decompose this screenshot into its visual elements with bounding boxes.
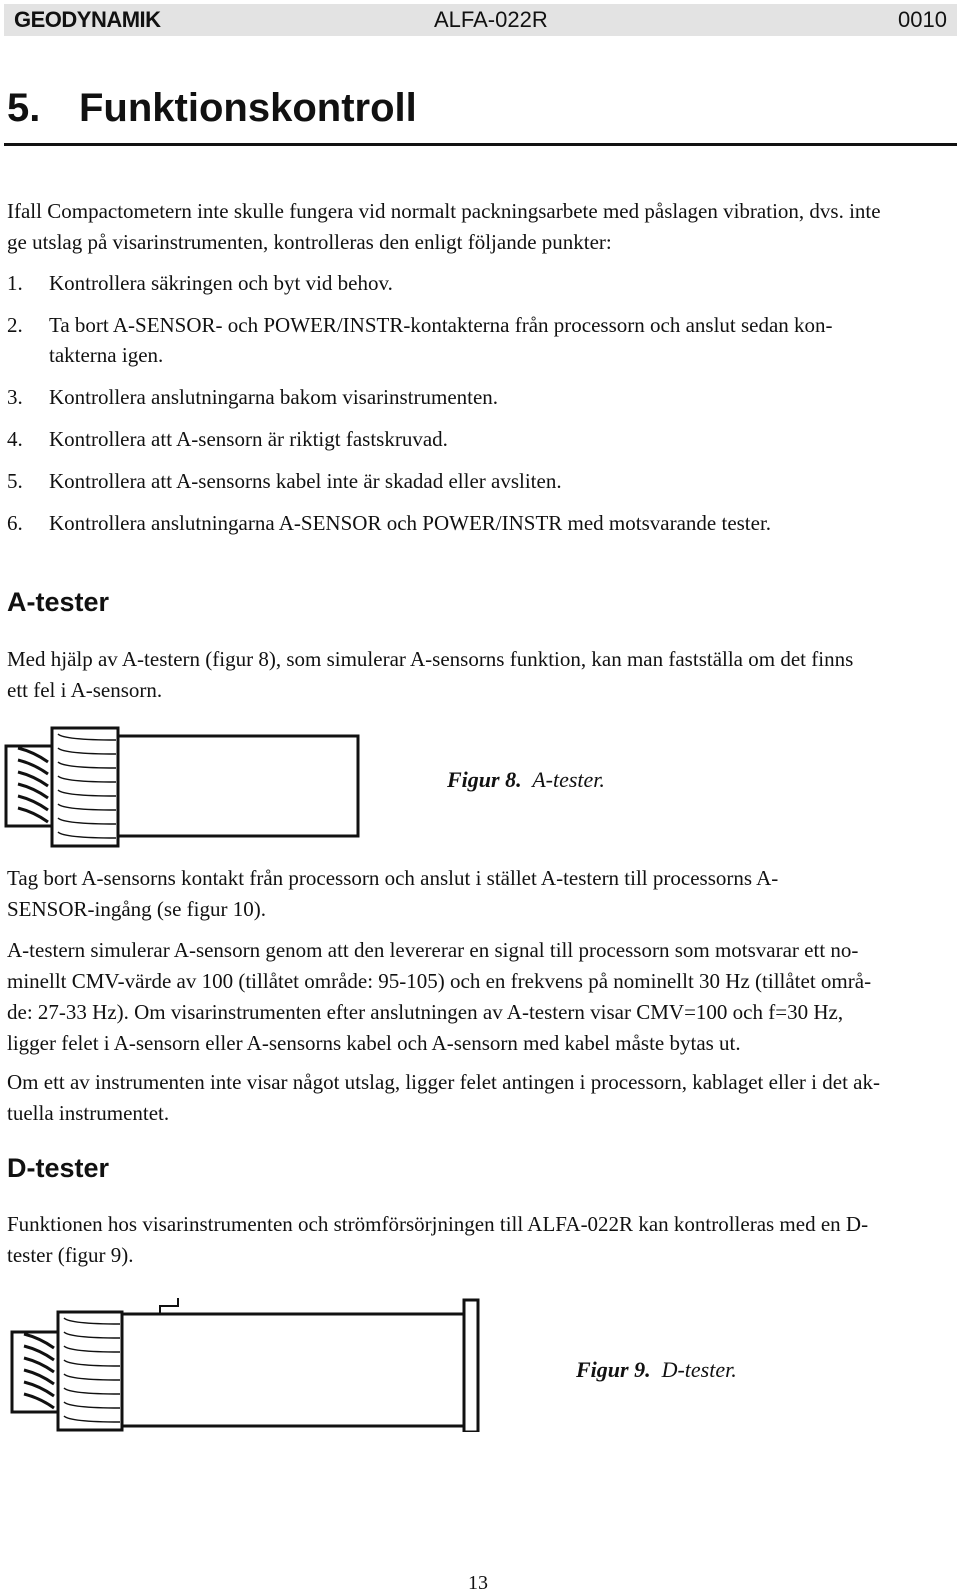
figure-label: Figur 8.: [447, 767, 522, 792]
paragraph-line: tester (figur 9).: [7, 1243, 134, 1267]
paragraph-line: ett fel i A-sensorn.: [7, 678, 163, 702]
paragraph-line: ligger felet i A-sensorn eller A-sensorns kabel och A-sensorn med kabel måste bytas ut.: [7, 1031, 741, 1055]
list-number: 2.: [7, 313, 23, 337]
intro-line: ge utslag på visarinstrumenten, kontrolleras den enligt följande punkter:: [7, 230, 612, 254]
list-text: Kontrollera anslutningarna A-SENSOR och POWER/INSTR med motsvarande tester.: [49, 511, 772, 535]
chapter-title: [7, 84, 417, 132]
figure-label: Figur 9.: [576, 1357, 651, 1382]
paragraph-line: tuella instrumentet.: [7, 1101, 170, 1125]
list-item: [7, 382, 937, 412]
list-text: Kontrollera att A-sensorns kabel inte är skadad eller avsliten.: [49, 469, 562, 493]
paragraph-line: SENSOR-ingång (se figur 10).: [7, 897, 266, 921]
header-doc-number: 0010: [898, 7, 947, 32]
list-item: [7, 466, 937, 496]
chapter-number: 5.: [7, 86, 41, 130]
list-number: 1.: [7, 271, 23, 295]
running-header: [4, 4, 957, 36]
list-item: [7, 310, 937, 370]
list-item: [7, 508, 937, 538]
list-text: Ta bort A-SENSOR- och POWER/INSTR-kontakterna från processorn och anslut sedan kon-: [49, 313, 833, 337]
figure-title: A-tester.: [532, 767, 605, 792]
header-model: ALFA-022R: [434, 7, 548, 32]
figure-title: D-tester.: [661, 1357, 737, 1382]
intro-line: Ifall Compactometern inte skulle fungera vid normalt packningsarbete med påslagen vibration, dvs. inte: [7, 199, 881, 223]
list-text: Kontrollera anslutningarna bakom visarinstrumenten.: [49, 385, 499, 409]
a-tester-illustration: [4, 726, 364, 854]
page-number: 13: [468, 1572, 488, 1594]
paragraph-line: Med hjälp av A-testern (figur 8), som simulerar A-sensorns funktion, kan man fastställa om det finns: [7, 647, 854, 671]
section-heading-d-tester: D-tester: [7, 1153, 110, 1183]
knurled-nut: [58, 1312, 122, 1430]
paragraph-line: minellt CMV-värde av 100 (tillåtet område: 95-105) och en frekvens på nominellt 30 Hz (tillåtet områ-: [7, 969, 872, 993]
paragraph-line: A-testern simulerar A-sensorn genom att den levererar en signal till processorn som motsvarar ett no-: [7, 938, 859, 962]
end-cap: [464, 1300, 478, 1432]
knurled-nut: [52, 728, 118, 846]
list-number: 3.: [7, 385, 23, 409]
d-tester-illustration: [8, 1298, 498, 1432]
list-item: [7, 424, 937, 454]
list-item: [7, 268, 937, 298]
d-tester-intro: [7, 1209, 937, 1271]
intro-paragraph: [7, 196, 937, 258]
a-tester-paragraph-2: [7, 935, 937, 1059]
list-number: 4.: [7, 427, 23, 451]
tester-body: [118, 736, 358, 836]
figure-8-caption: [447, 766, 605, 794]
list-text: takterna igen.: [49, 343, 164, 367]
chapter-name: Funktionskontroll: [79, 86, 417, 130]
paragraph-line: Funktionen hos visarinstrumenten och strömförsörjningen till ALFA-022R kan kontrolleras med en D-: [7, 1212, 869, 1236]
switch-lever: [160, 1298, 178, 1314]
list-number: 6.: [7, 511, 23, 535]
list-text: Kontrollera att A-sensorn är riktigt fastskruvad.: [49, 427, 448, 451]
tester-body: [122, 1314, 464, 1426]
a-tester-intro: [7, 644, 937, 706]
header-brand: GEODYNAMIK: [14, 7, 161, 32]
paragraph-line: Tag bort A-sensorns kontakt från processorn och anslut i stället A-testern till processorns A-: [7, 866, 779, 890]
paragraph-line: de: 27-33 Hz). Om visarinstrumenten efter anslutningen av A-testern visar CMV=100 och f=30 Hz,: [7, 1000, 844, 1024]
chapter-rule: [4, 143, 957, 146]
a-tester-paragraph-3: [7, 1067, 937, 1129]
list-text: Kontrollera säkringen och byt vid behov.: [49, 271, 393, 295]
section-heading-a-tester: A-tester: [7, 587, 110, 617]
list-number: 5.: [7, 469, 23, 493]
a-tester-paragraph-1: [7, 863, 937, 925]
paragraph-line: Om ett av instrumenten inte visar något utslag, ligger felet antingen i processorn, kablaget eller i det ak-: [7, 1070, 880, 1094]
figure-9-caption: [576, 1356, 737, 1384]
